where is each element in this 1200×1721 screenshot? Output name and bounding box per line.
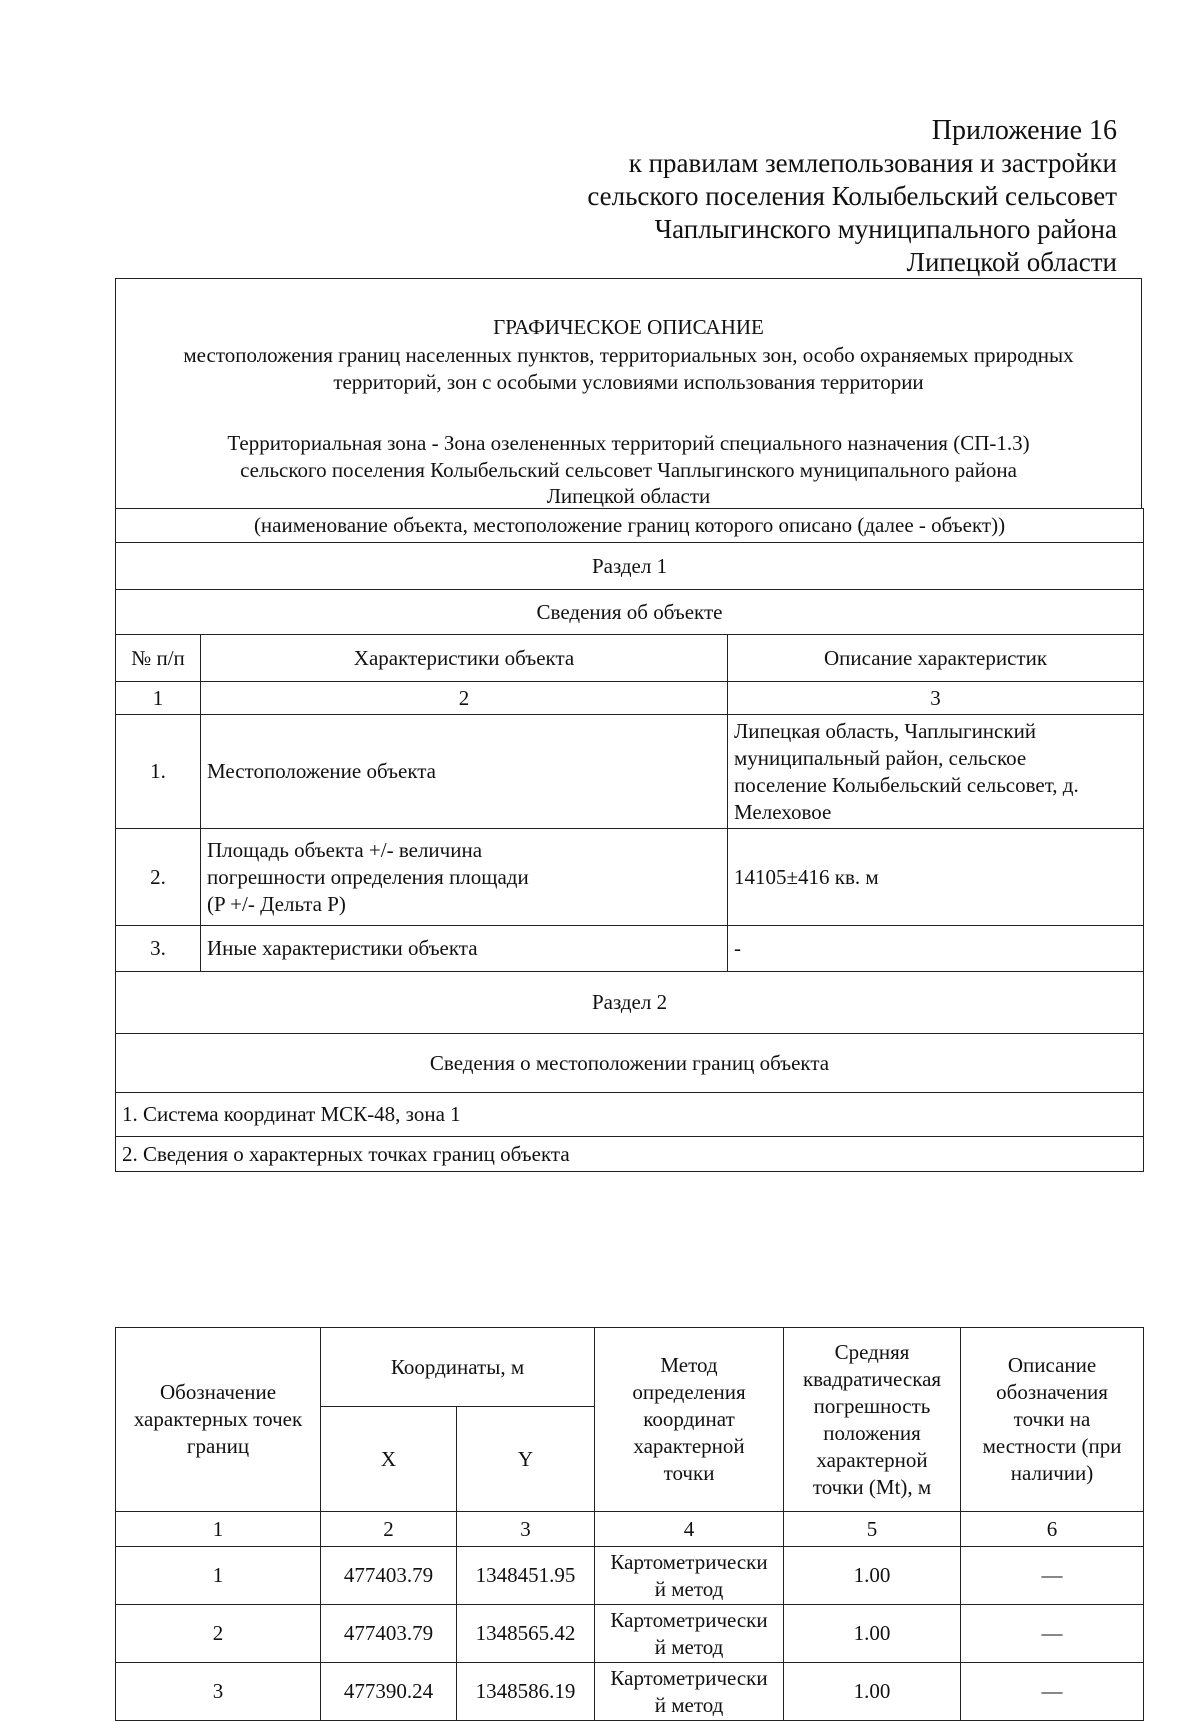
header-line: характерной: [633, 1434, 745, 1458]
point-y: 1348586.19: [457, 1663, 595, 1721]
column-number-cell: 1: [116, 1512, 321, 1547]
point-description: —: [961, 1663, 1144, 1721]
zone-line-3: Липецкой области: [546, 484, 711, 508]
header-line: характерной: [816, 1447, 928, 1472]
description-line: муниципальный район, сельское: [734, 745, 1027, 770]
point-y: 1348565.42: [457, 1605, 595, 1663]
column-header-coordinates: Координаты, м: [321, 1328, 595, 1407]
point-x: 477403.79: [321, 1605, 457, 1663]
table-row: [116, 715, 1144, 829]
point-method: [595, 1605, 784, 1663]
description-cell: -: [728, 926, 1144, 972]
appendix-number: Приложение 16: [931, 115, 1117, 146]
coordinate-system: 1. Система координат МСК-48, зона 1: [116, 1093, 1144, 1137]
column-header-number: № п/п: [116, 635, 201, 682]
characteristic-line: (P +/- Дельта P): [207, 891, 346, 916]
section2-subheading: Сведения о местоположении границ объекта: [116, 1034, 1144, 1093]
table-row: [116, 926, 1144, 972]
column-number-cell: 2: [201, 682, 728, 715]
points-heading: 2. Сведения о характерных точках границ объекта: [116, 1137, 1144, 1172]
characteristic-cell: Иные характеристики объекта: [201, 926, 728, 972]
header-line: границ: [186, 1434, 250, 1458]
header-line: определения: [632, 1380, 746, 1404]
column-number-cell: 1: [116, 682, 201, 715]
header-line: точки на: [1013, 1407, 1091, 1431]
description-line: Липецкая область, Чаплыгинский: [734, 718, 1037, 743]
column-header-method: [595, 1328, 784, 1512]
row-number: 3.: [116, 926, 201, 972]
column-number-cell: 5: [784, 1512, 961, 1547]
characteristic-line: Площадь объекта +/- величина: [207, 837, 483, 862]
column-number-cell: 6: [961, 1512, 1144, 1547]
description-cell: [728, 715, 1144, 829]
header-line: Описание: [1007, 1353, 1097, 1377]
table-row: [116, 829, 1144, 926]
point-method: [595, 1547, 784, 1605]
section2-heading: Раздел 2: [116, 972, 1144, 1034]
section1-heading: Раздел 1: [116, 543, 1144, 590]
description-line: поселение Колыбельский сельсовет, д.: [734, 772, 1079, 797]
document-title: ГРАФИЧЕСКОЕ ОПИСАНИЕ: [493, 315, 764, 339]
point-x: 477403.79: [321, 1547, 457, 1605]
method-line: Картометрически: [610, 1549, 768, 1574]
header-line: наличии): [1010, 1461, 1094, 1485]
header-line: местности (при: [982, 1434, 1122, 1458]
column-number-cell: 3: [728, 682, 1144, 715]
table-row: [116, 1663, 1144, 1721]
description-line: Мелеховое: [734, 799, 832, 824]
column-header-characteristic: Характеристики объекта: [201, 635, 728, 682]
header-line: точки: [663, 1461, 715, 1485]
document-frame: [115, 278, 1142, 1717]
header-line: Средняя: [834, 1339, 910, 1364]
method-line: й метод: [654, 1576, 724, 1601]
table-row: [116, 1605, 1144, 1663]
header-line: координат: [643, 1407, 735, 1431]
header-line-2: к правилам землепользования и застройки: [628, 148, 1117, 178]
point-y: 1348451.95: [457, 1547, 595, 1605]
column-header-y: Y: [457, 1407, 595, 1512]
header-line: точки (Mt), м: [812, 1474, 932, 1499]
column-number-cell: 4: [595, 1512, 784, 1547]
point-error: 1.00: [784, 1547, 961, 1605]
row-number: 2.: [116, 829, 201, 926]
column-header-error: [784, 1328, 961, 1512]
method-line: Картометрически: [610, 1665, 768, 1690]
header-line: Метод: [660, 1353, 718, 1377]
header-line: обозначения: [996, 1380, 1108, 1404]
points-table: [115, 1327, 1144, 1721]
point-error: 1.00: [784, 1663, 961, 1721]
header-line: Обозначение: [159, 1380, 277, 1404]
characteristic-cell: [201, 829, 728, 926]
header-line-3: сельского поселения Колыбельский сельсовет: [587, 181, 1117, 211]
point-id: 2: [116, 1605, 321, 1663]
column-header-designation: [116, 1328, 321, 1512]
point-description: —: [961, 1605, 1144, 1663]
point-description: —: [961, 1547, 1144, 1605]
title-subline-1: местоположения границ населенных пунктов, территориальных зон, особо охраняемых природных: [183, 343, 1074, 367]
characteristic-line: погрешности определения площади: [207, 864, 529, 889]
method-line: й метод: [654, 1634, 724, 1659]
header-line: погрешность: [813, 1393, 931, 1418]
document-header: [587, 114, 1117, 279]
table-row: [116, 1547, 1144, 1605]
point-id: 1: [116, 1547, 321, 1605]
title-box: [115, 278, 1142, 509]
zone-line-2: сельского поселения Колыбельский сельсовет Чаплыгинского муниципального района: [240, 458, 1017, 482]
column-header-x: X: [321, 1407, 457, 1512]
description-cell: 14105±416 кв. м: [728, 829, 1144, 926]
row-number: 1.: [116, 715, 201, 829]
column-header-description: Описание характеристик: [728, 635, 1144, 682]
zone-line-1: Территориальная зона - Зона озелененных территорий специального назначения (СП-1.3): [227, 431, 1030, 455]
point-id: 3: [116, 1663, 321, 1721]
section1-subheading: Сведения об объекте: [116, 590, 1144, 635]
title-subline-2: территорий, зон с особыми условиями использования территории: [333, 370, 924, 394]
header-line-4: Чаплыгинского муниципального района: [654, 214, 1117, 244]
method-line: й метод: [654, 1692, 724, 1717]
header-line-5: Липецкой области: [906, 247, 1117, 277]
object-caption: (наименование объекта, местоположение границ которого описано (далее - объект)): [116, 509, 1144, 543]
column-number-cell: 2: [321, 1512, 457, 1547]
column-header-point-description: [961, 1328, 1144, 1512]
column-number-cell: 3: [457, 1512, 595, 1547]
header-line: характерных точек: [133, 1407, 303, 1431]
section1-table: [115, 508, 1144, 1172]
characteristic-cell: Местоположение объекта: [201, 715, 728, 829]
header-line: квадратическая: [802, 1366, 942, 1391]
point-x: 477390.24: [321, 1663, 457, 1721]
header-line: положения: [823, 1420, 921, 1445]
point-error: 1.00: [784, 1605, 961, 1663]
method-line: Картометрически: [610, 1607, 768, 1632]
point-method: [595, 1663, 784, 1721]
